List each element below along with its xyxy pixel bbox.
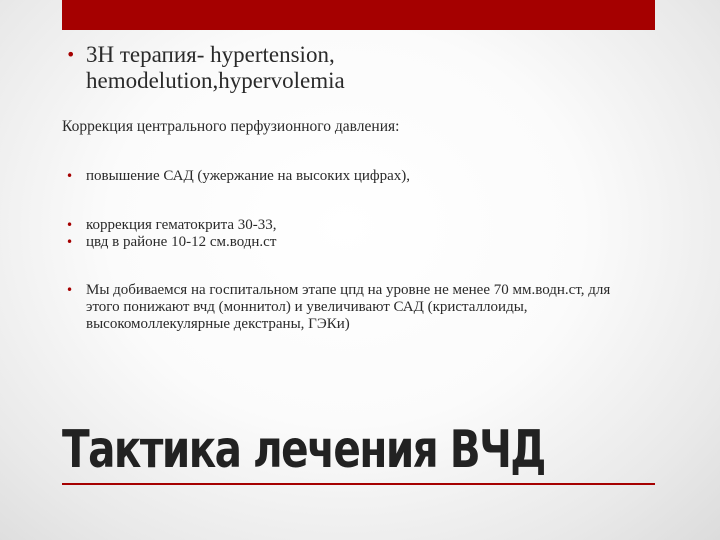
list-item bbox=[62, 282, 646, 333]
bullet-marker: • bbox=[66, 45, 76, 64]
list-item-text: коррекция гематокрита 30-33, bbox=[86, 217, 277, 233]
top-accent-bar bbox=[62, 0, 655, 30]
bullet-marker: • bbox=[66, 235, 74, 249]
heading-bullet-line-1: 3Н терапия- hypertension, bbox=[86, 42, 335, 67]
slide-body bbox=[62, 42, 662, 333]
list-item bbox=[62, 217, 662, 234]
section-label: Коррекция центрального перфузионного давления: bbox=[62, 118, 400, 135]
slide-title: Тактика лечения ВЧД bbox=[62, 420, 545, 480]
list-item bbox=[62, 168, 662, 185]
list-item-text: Мы добиваемся на госпитальном этапе цпд на уровне не менее 70 мм.водн.ст, для этого понижают вчд (моннитол) и увеличивают САД (кристаллоиды, высокомоллекулярные декстраны, ГЭКи) bbox=[86, 282, 611, 332]
list-item bbox=[62, 234, 662, 251]
list-item-text: цвд в районе 10-12 см.водн.ст bbox=[86, 234, 277, 250]
list-item-text: повышение САД (ужержание на высоких цифрах), bbox=[86, 168, 411, 184]
bullet-marker: • bbox=[66, 283, 74, 297]
heading-bullet bbox=[62, 42, 662, 94]
title-underline bbox=[62, 483, 655, 485]
bullet-marker: • bbox=[66, 169, 74, 183]
bullet-marker: • bbox=[66, 218, 74, 232]
heading-bullet-line-2: hemodelution,hypervolemia bbox=[86, 68, 345, 93]
